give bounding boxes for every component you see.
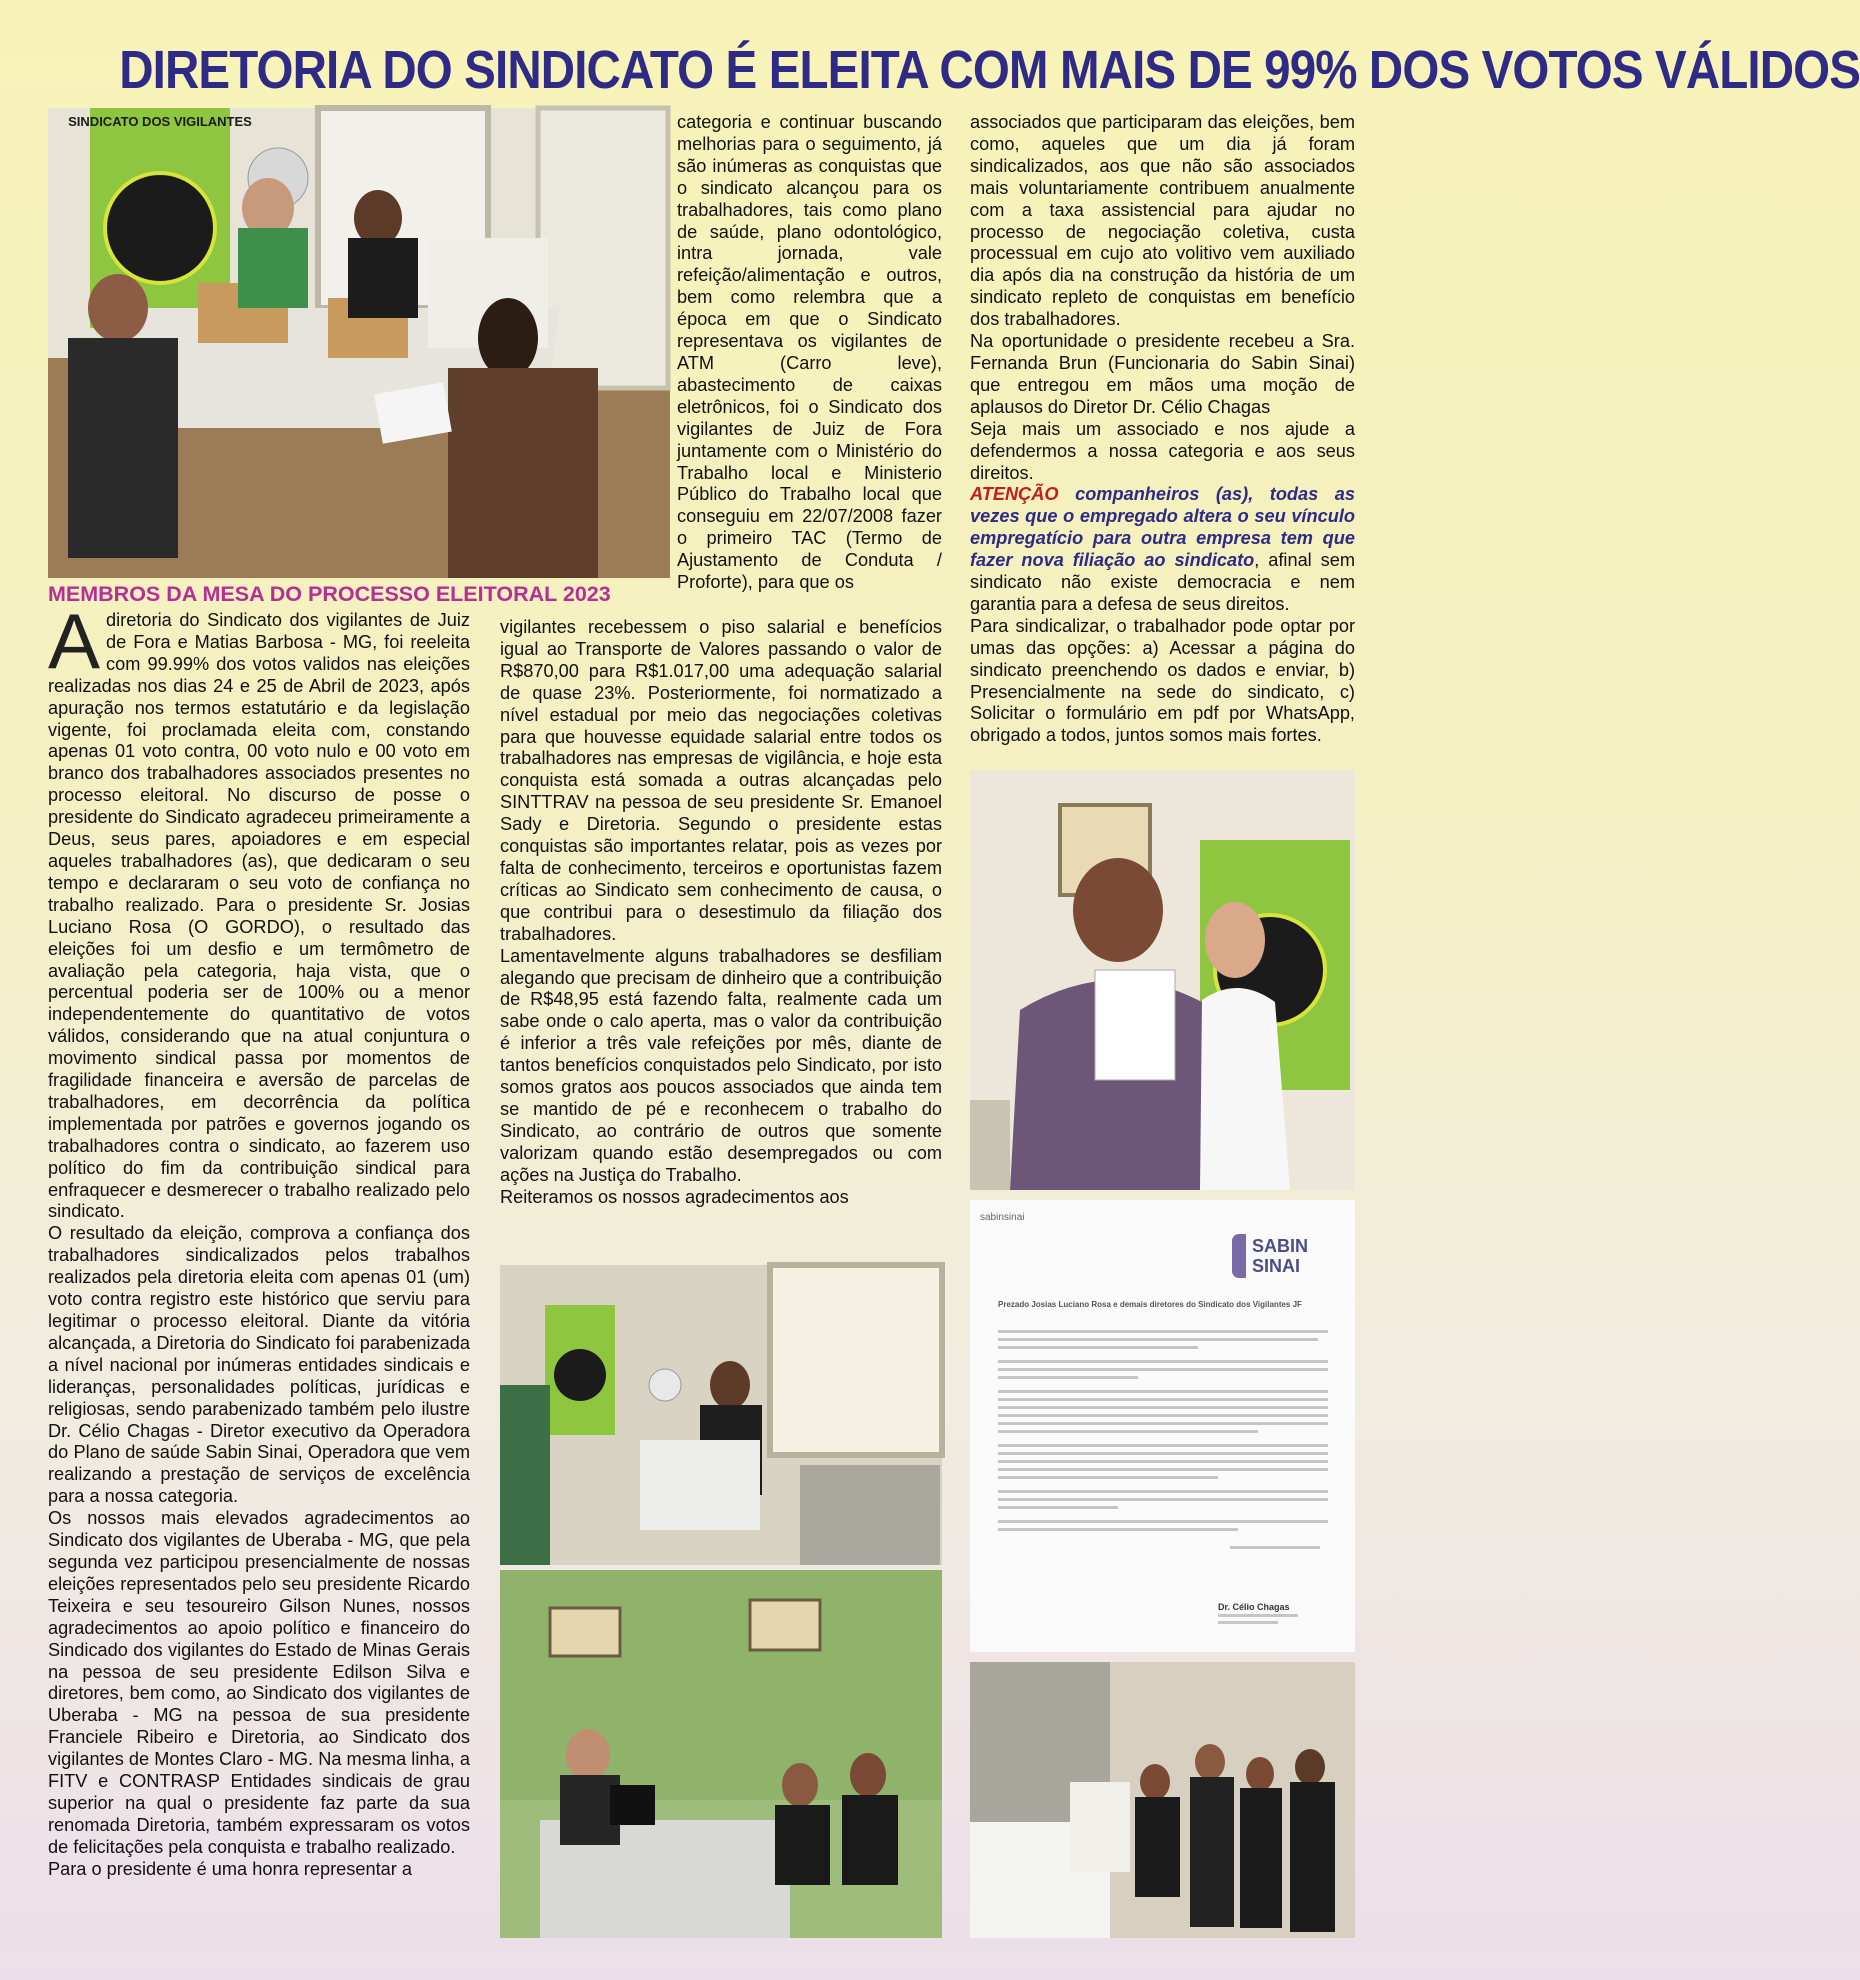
paragraph: categoria e continuar buscando melhorias para o seguimento, já são inúmeras as conquistas que o sindicato alcançou para os trabalhadores, tais como plano de saúde, plano odontológico, intra jornada, vale refeição/alimentação e outros, bem como relembra que a época em que o Sindicato representava os vigilantes de ATM (Carro leve), abastecimento de caixas eletrônicos, foi o Sindicato dos vigilantes de Juiz de Fora juntamente com o Ministério do Trabalho local e Ministerio Público do Trabalho local que conseguiu em 22/07/2008 fazer o primeiro TAC (Termo de Ajustamento de Conduta / Proforte), para que os bbox=[677, 112, 942, 593]
paragraph: Para o presidente é uma honra representar a bbox=[48, 1858, 412, 1879]
paragraph: Lamentavelmente alguns trabalhadores se desfiliam alegando que precisam de dinheiro que a contribuição de R$48,95 está fazendo falta, realmente cada um sabe onde o calo aperta, mas o valor da contribuição é inferior a três vale refeições por mês, diante de tantos benefícios conquistados pelo Sindicato, por isto somos gratos aos poucos associados que ainda tem se mantido de pé e reconhecem o trabalho do Sindicato, ao contrário de outros que somente valorizam quando estão desempregados ou com ações na Justiça do Trabalho. bbox=[500, 945, 942, 1185]
photo-election-table bbox=[48, 108, 670, 578]
page-title: DIRETORIA DO SINDICATO É ELEITA COM MAIS DE 99% DOS VOTOS VÁLIDOS bbox=[119, 40, 1860, 100]
paragraph: Para sindicalizar, o trabalhador pode optar por umas das opções: a) Acessar a página do sindicato preenchendo os dados e enviar, b) Presencialmente na sede do sindicato, c) Solicitar o formulário em pdf por WhatsApp, obrigado a todos, juntos somos mais fortes. bbox=[970, 615, 1355, 746]
article-column-2-top bbox=[677, 112, 942, 594]
article-column-2 bbox=[500, 617, 942, 1208]
paragraph: vigilantes recebessem o piso salarial e benefícios igual ao Transporte de Valores passando o valor de R$870,00 para R$1.017,00 uma adequação salarial de quase 23%. Posteriormente, foi normatizado a nível estadual por meio das negociações coletivas para que houvesse equidade salarial entre todos os trabalhadores nas empresas de vigilância, e hoje esta conquista está somada a outras alcançadas pelo SINTTRAV na pessoa de seu presidente Sr. Emanoel Sady e Diretoria. Segundo o presidente estas conquistas são importantes relatar, pois as vezes por falta de conhecimento, terceiros e oportunistas fazem críticas ao Sindicato sem conhecimento de causa, o que contribui para o desestimulo da filiação dos trabalhadores. bbox=[500, 617, 942, 944]
drop-cap: A bbox=[48, 597, 101, 685]
attention-rest: , afinal sem sindicato não existe democracia e nem garantia para a defesa de seus direitos. bbox=[970, 550, 1355, 614]
article-column-1 bbox=[48, 597, 470, 1881]
logo-mark-icon bbox=[1232, 1234, 1246, 1278]
photo-president-receiving-motion bbox=[970, 770, 1355, 1190]
paragraph: diretoria do Sindicato dos vigilantes de Juiz de Fora e Matias Barbosa - MG, foi reeleita com 99.99% dos votos validos nas eleições realizadas nos dias 24 e 25 de Abril de 2023, após apuração nos termos estatutário e da legislação vigente, foi proclamada eleita com, constando apenas 01 voto contra, 00 voto nulo e 00 voto em branco dos trabalhadores associados presentes no processo eleitoral. No discurso de posse o presidente do Sindicato agradeceu primeiramente a Deus, seus pares, apoiadores e em especial aqueles trabalhadores (as), que dedicaram o seu tempo e declararam o seu voto de confiança no trabalho realizado. Para o presidente Sr. Josias Luciano Rosa (O GORDO), o resultado das eleições foi um desfio e um termômetro de avaliação pela categoria, haja vista, que o percentual poderia ser de 100% ou a menor independentemente do quantitativo de votos válidos, considerando que na atual conjuntura o movimento sindical passa por momentos de fragilidade financeira e aversão de parcelas de trabalhadores, em decorrência da política implementada por patrões e governos jogando os trabalhadores contra o sindicato, ao fazerem uso político do fim da contribuição sindical para enfraquecer e desmerecer o trabalho realizado pelo sindicato. bbox=[48, 610, 470, 1222]
brand-logo: SABIN SINAI bbox=[1252, 1236, 1309, 1276]
photo-vigilantes-group bbox=[970, 1662, 1355, 1938]
paragraph: Os nossos mais elevados agradecimentos ao Sindicato dos vigilantes de Uberaba - MG, que pela segunda vez participou presencialmente de nossas eleições representados pelo seu presidente Ricardo Teixeira e seu tesoureiro Gilson Nunes, nossos agradecimentos ao apoio político e financeiro do Sindicado dos vigilantes do Estado de Minas Gerais na pessoa de seu presidente Edilson Silva e diretores, bem como, ao Sindicato dos vigilantes de Uberaba - MG na pessoa de sua presidente Franciele Ribeiro e Diretoria, ao Sindicato dos vigilantes de Montes Claro - MG. Na mesma linha, a FITV e CONTRASP Entidades sindicais de grau superior na qual o presidente faz parte da sua renomada Diretoria, também expressaram os votos de felicitações pela conquista e trabalho realizado. bbox=[48, 1508, 470, 1857]
attention-notice bbox=[970, 484, 1355, 615]
photo-office-president bbox=[500, 1265, 942, 1565]
paragraph: Seja mais um associado e nos ajude a defendermos a nossa categoria e aos seus direitos. bbox=[970, 418, 1355, 483]
social-handle: sabinsinai bbox=[980, 1212, 1025, 1223]
photo-caption: MEMBROS DA MESA DO PROCESSO ELEITORAL 2023 bbox=[48, 582, 611, 606]
attention-label: ATENÇÃO bbox=[970, 484, 1059, 505]
banner-text: SINDICATO DOS VIGILANTES bbox=[68, 114, 252, 129]
letter-greeting: Prezado Josias Luciano Rosa e demais diretores do Sindicato dos Vigilantes JF bbox=[998, 1300, 1302, 1309]
paragraph: O resultado da eleição, comprova a confiança dos trabalhadores sindicalizados pelos trabalhos realizados pela diretoria eleita com apenas 01 (um) voto contra registro este histórico que serviu para legitimar o processo eleitoral. Diante da vitória alcançada, a Diretoria do Sindicato foi parabenizada a nível nacional por inúmeras entidades sindicais e lideranças, personalidades políticas, jurídicas e religiosas, sendo parabenizado também pelo ilustre Dr. Célio Chagas - Diretor executivo da Operadora do Plano de saúde Sabin Sinai, Operadora que vem realizando a prestação de serviços de excelência para a nossa categoria. bbox=[48, 1223, 470, 1507]
article-column-3 bbox=[970, 112, 1355, 747]
paragraph: Na oportunidade o presidente recebeu a Sra. Fernanda Brun (Funcionaria do Sabin Sinai) que entregou em mãos uma moção de aplausos do Diretor Dr. Célio Chagas bbox=[970, 331, 1355, 417]
photo-president-at-desk bbox=[500, 1570, 942, 1938]
paragraph: associados que participaram das eleições, bem como, aqueles que um dia já foram sindicalizados, aos que não são associados mais voluntariamente contribuem anualmente com a taxa assistencial para ajudar no processo de negociação coletiva, custa processual em cujo ato volitivo vem auxiliado dia após dia na construção da história de um sindicato repleto de conquistas em benefício dos trabalhadores. bbox=[970, 112, 1355, 330]
paragraph: Reiteramos os nossos agradecimentos aos bbox=[500, 1186, 849, 1207]
letter-document bbox=[970, 1200, 1355, 1652]
letter-signature: Dr. Célio Chagas bbox=[1218, 1602, 1290, 1612]
attention-emphasis: companheiros (as), todas as vezes que o empregado altera o seu vínculo empregatício para outra empresa tem que fazer nova filiação ao sindicato bbox=[970, 484, 1355, 571]
